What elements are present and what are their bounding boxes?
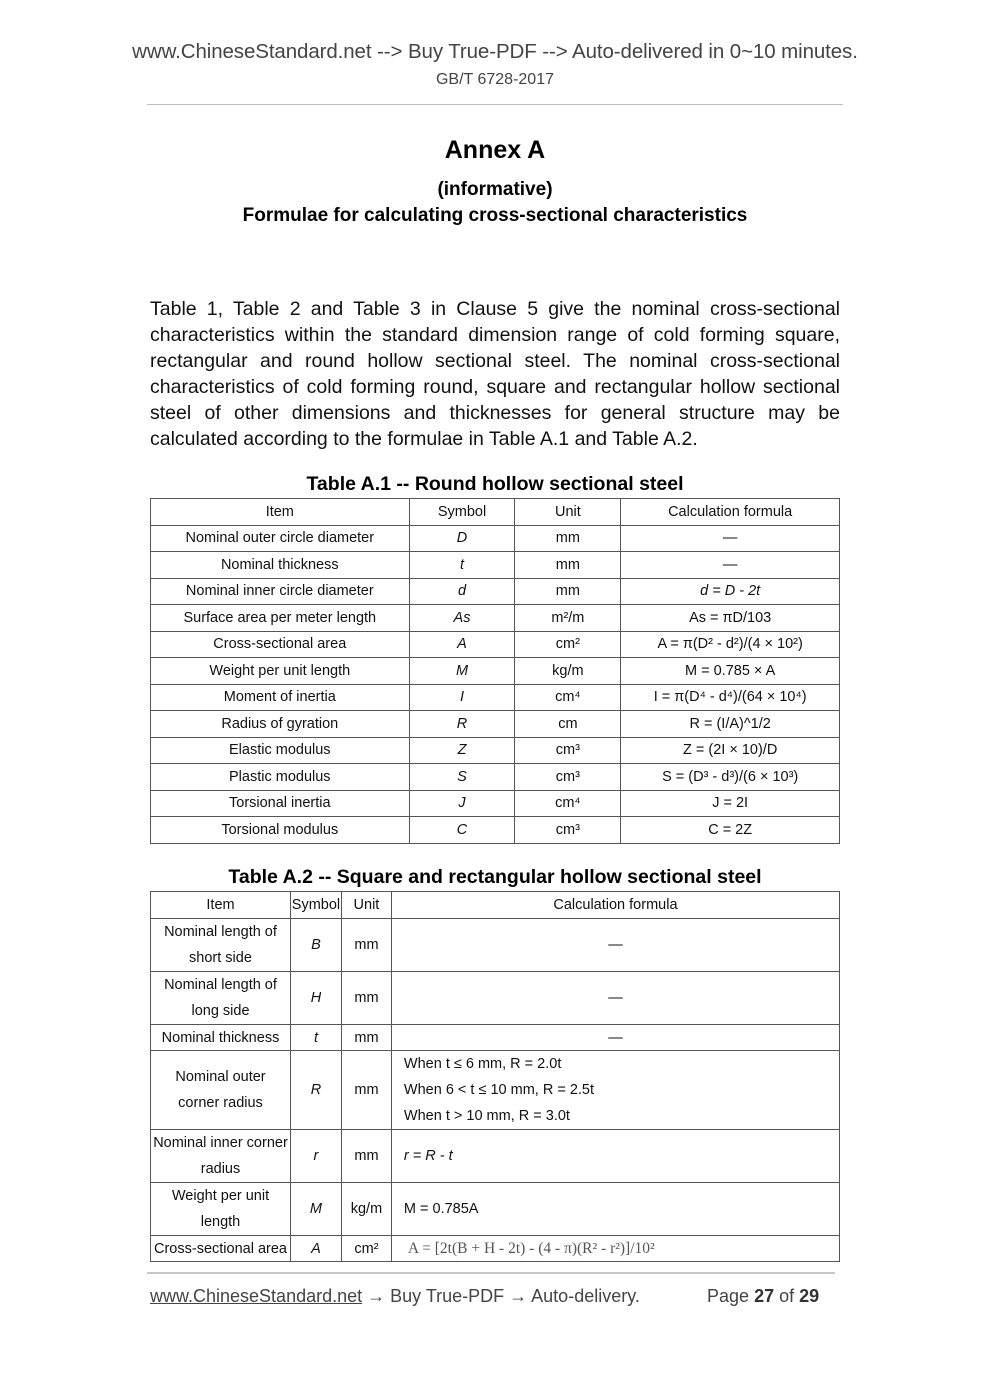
cell-unit: cm⁴ [515,684,621,711]
cell-formula: — [391,972,839,1025]
formula-line: When t > 10 mm, R = 3.0t [403,1108,570,1124]
table-row [151,1130,840,1183]
cell-formula: — [621,525,840,552]
cell-item [151,972,291,1025]
cell-formula: d = D - 2t [621,578,840,605]
cell-formula: r = R - t [391,1130,839,1183]
cell-unit: cm² [515,631,621,658]
table-a1 [150,498,840,844]
table-row [151,684,840,711]
cell-item [151,1130,291,1183]
cell-unit: cm⁴ [515,790,621,817]
header-symbol: Symbol [409,499,515,526]
cell-symbol: D [409,525,515,552]
annex-title: Annex A [444,136,546,164]
cell-unit: mm [341,1130,391,1183]
cell-formula: As = πD/103 [621,605,840,632]
cell-item [151,1183,291,1236]
cell-formula: — [621,552,840,579]
cell-item: Elastic modulus [151,737,410,764]
table-header-row [151,499,840,526]
cell-item: Nominal thickness [151,1025,291,1051]
item-line: long side [191,1003,250,1019]
cell-unit: mm [341,919,391,972]
cell-item: Nominal thickness [151,552,410,579]
item-line: length [200,1214,241,1230]
cell-item: Nominal inner circle diameter [151,578,410,605]
formula-line: When t ≤ 6 mm, R = 2.0t [403,1056,562,1072]
cell-symbol: S [409,764,515,791]
cell-unit: m²/m [515,605,621,632]
header-item: Item [151,499,410,526]
item-line: short side [189,950,252,966]
cell-item: Cross-sectional area [151,1236,291,1262]
cell-unit: mm [515,552,621,579]
cell-symbol: M [409,658,515,685]
cell-symbol: r [290,1130,341,1183]
table-a1-caption: Table A.1 -- Round hollow sectional steel [306,473,684,495]
footer-left [150,1286,640,1307]
cell-formula: M = 0.785 × A [621,658,840,685]
header-banner: www.ChineseStandard.net --> Buy True-PDF --> Auto-delivered in 0~10 minutes. [132,40,858,63]
table-row [151,525,840,552]
table-row [151,578,840,605]
cell-symbol: M [290,1183,341,1236]
table-header-row [151,892,840,919]
cell-formula: Z = (2I × 10)/D [621,737,840,764]
cell-symbol: H [290,972,341,1025]
cell-symbol: J [409,790,515,817]
page-total: 29 [799,1286,820,1306]
table-row [151,605,840,632]
cell-unit: mm [341,1051,391,1130]
cell-symbol: B [290,919,341,972]
cell-unit: mm [341,1025,391,1051]
cell-unit: cm² [341,1236,391,1262]
cell-symbol: C [409,817,515,844]
formula-line: When 6 < t ≤ 10 mm, R = 2.5t [403,1082,595,1098]
cell-formula: — [391,1025,839,1051]
cell-item: Surface area per meter length [151,605,410,632]
cell-formula: C = 2Z [621,817,840,844]
item-line: Weight per unit [171,1188,270,1204]
cell-item: Torsional modulus [151,817,410,844]
cell-item [151,1051,291,1130]
header-divider [147,104,843,105]
cell-formula: M = 0.785A [391,1183,839,1236]
cell-symbol: I [409,684,515,711]
cell-unit: cm³ [515,764,621,791]
footer-tagline: → Buy True-PDF → Auto-delivery. [362,1286,640,1306]
cell-unit: cm [515,711,621,738]
table-row [151,737,840,764]
item-line: Nominal inner corner [153,1135,288,1151]
cell-formula-image: A = [2t(B + H - 2t) - (4 - π)(R² - r²)]/10² [391,1236,839,1262]
page-of: of [779,1286,795,1306]
cell-symbol: R [409,711,515,738]
header-symbol: Symbol [290,892,341,919]
item-line: Nominal length of [164,924,277,940]
page-current: 27 [754,1286,775,1306]
cell-item [151,919,291,972]
cell-unit: cm³ [515,737,621,764]
item-line: Nominal length of [164,977,277,993]
cell-unit: mm [341,972,391,1025]
table-row [151,711,840,738]
cell-unit: cm³ [515,817,621,844]
cell-symbol: t [290,1025,341,1051]
cell-item: Torsional inertia [151,790,410,817]
footer-website-link[interactable]: www.ChineseStandard.net [150,1286,363,1306]
cell-symbol: A [290,1236,341,1262]
table-row [151,919,840,972]
cell-symbol: Z [409,737,515,764]
table-a2-caption: Table A.2 -- Square and rectangular hollow sectional steel [228,866,762,888]
cell-item: Nominal outer circle diameter [151,525,410,552]
intro-paragraph: Table 1, Table 2 and Table 3 in Clause 5 give the nominal cross-sectional characteristics within the standard dimension range of cold forming square, rectangular and round hollow sectional steel. The nominal cross-sectional characteristics of cold forming round, square and rectangular hollow sectional steel of other dimensions and thicknesses for general structure may be calculated according to the formulae in Table A.1 and Table A.2. [150,298,840,450]
table-row [151,631,840,658]
cell-item: Moment of inertia [151,684,410,711]
cell-formula: J = 2I [621,790,840,817]
cell-formula: I = π(D⁴ - d⁴)/(64 × 10⁴) [621,684,840,711]
cell-formula [391,1051,839,1130]
header-item: Item [151,892,291,919]
footer-divider [147,1272,835,1274]
header-unit: Unit [515,499,621,526]
header-formula: Calculation formula [621,499,840,526]
header-formula: Calculation formula [391,892,839,919]
cell-symbol: t [409,552,515,579]
table-row [151,790,840,817]
cell-formula: R = (I/A)^1/2 [621,711,840,738]
cell-unit: mm [515,525,621,552]
cell-item: Cross-sectional area [151,631,410,658]
cell-unit: kg/m [341,1183,391,1236]
cell-symbol: R [290,1051,341,1130]
annex-type: (informative) [437,179,553,200]
cell-symbol: As [409,605,515,632]
cell-symbol: d [409,578,515,605]
cell-item: Weight per unit length [151,658,410,685]
table-row [151,764,840,791]
table-row [151,972,840,1025]
header-unit: Unit [341,892,391,919]
cell-unit: kg/m [515,658,621,685]
cell-unit: mm [515,578,621,605]
cell-formula: — [391,919,839,972]
cell-symbol: A [409,631,515,658]
cell-item: Radius of gyration [151,711,410,738]
item-line: radius [200,1161,241,1177]
table-row [151,817,840,844]
cell-formula: A = π(D² - d²)/(4 × 10²) [621,631,840,658]
table-row [151,1183,840,1236]
cell-formula: S = (D³ - d³)/(6 × 10³) [621,764,840,791]
table-row [151,552,840,579]
cell-item: Plastic modulus [151,764,410,791]
table-row [151,1051,840,1130]
item-line: corner radius [178,1095,263,1111]
page-indicator [707,1286,819,1307]
table-row [151,1236,840,1262]
table-a2 [150,891,840,1262]
table-row [151,1025,840,1051]
standard-code: GB/T 6728-2017 [435,71,554,88]
page-label: Page [707,1286,750,1306]
item-line: Nominal outer [175,1069,266,1085]
annex-subtitle: Formulae for calculating cross-sectional characteristics [242,205,748,226]
table-row [151,658,840,685]
